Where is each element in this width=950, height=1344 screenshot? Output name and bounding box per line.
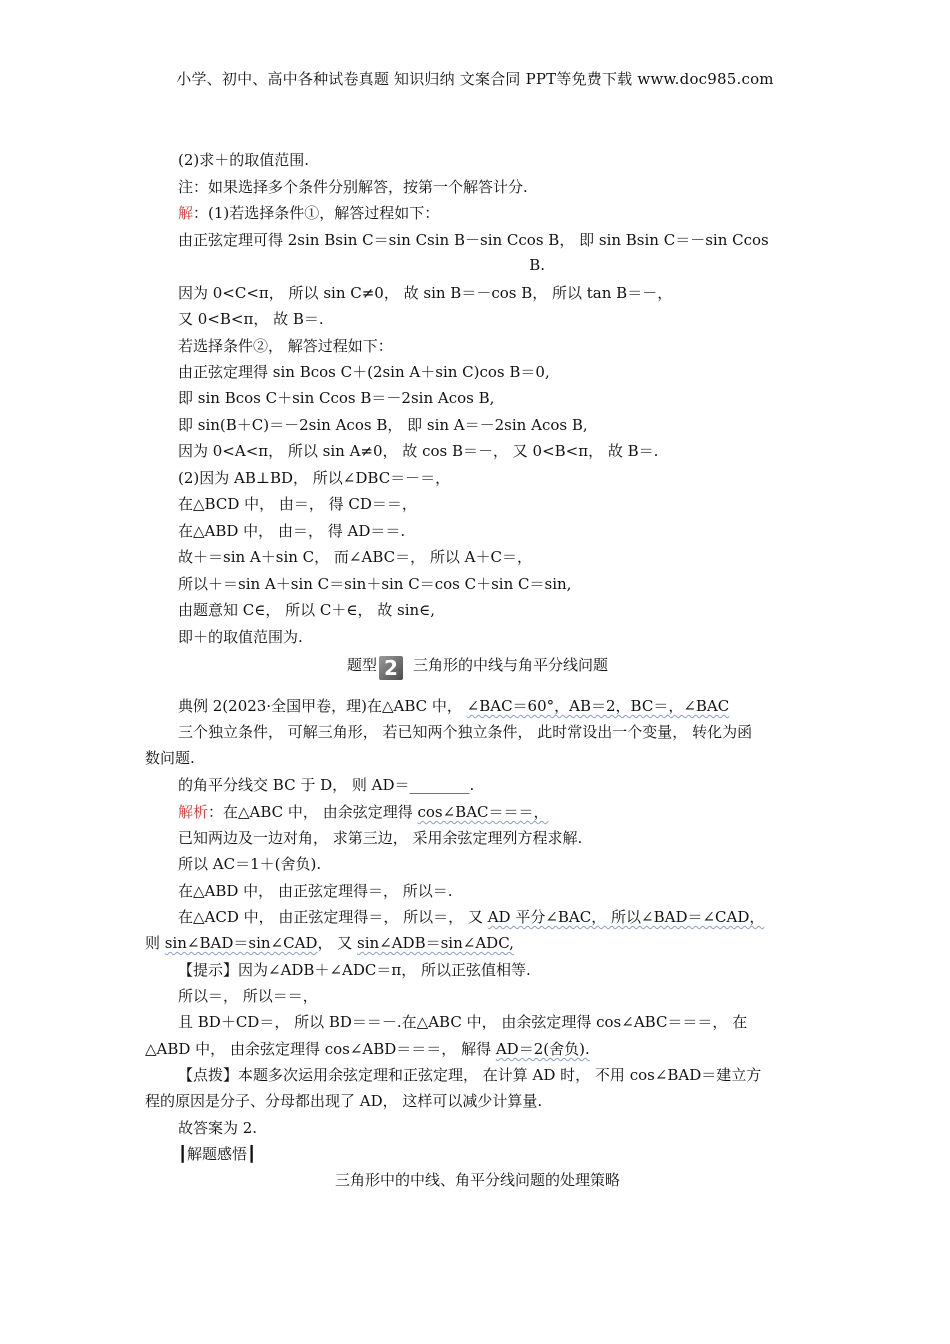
solution-line: B. bbox=[529, 256, 545, 274]
question-part-2: (2)求＋的取值范围. bbox=[178, 151, 310, 169]
example-lead: 典例 2(2023·全国甲卷，理)在△ABC 中， ∠BAC＝60°，AB＝2，BC＝，∠BAC bbox=[178, 697, 730, 715]
reflection-heading: ┃解题感悟┃ bbox=[178, 1145, 257, 1163]
solution-line: 由题意知 C∈， 所以 C＋∈， 故 sin∈, bbox=[178, 601, 436, 619]
solution-line: 故＋＝sin A＋sin C， 而∠ABC＝， 所以 A＋C＝， bbox=[178, 548, 532, 566]
example-note: 数问题. bbox=[145, 749, 195, 767]
analysis-line: 在△ABD 中， 由正弦定理得＝， 所以＝. bbox=[178, 882, 453, 900]
analysis-line: 在△ACD 中， 由正弦定理得＝， 所以＝， 又 AD 平分∠BAC， 所以∠BAD＝∠CAD， bbox=[178, 908, 765, 926]
analysis-line: 所以＝， 所以＝＝， bbox=[178, 987, 318, 1005]
grading-note: 注：如果选择多个条件分别解答，按第一个解答计分. bbox=[178, 178, 528, 196]
analysis-line: △ABD 中， 由余弦定理得 cos∠ABD＝＝＝， 解得 AD＝2(舍负). bbox=[145, 1040, 590, 1058]
solution-line: 在△BCD 中， 由＝， 得 CD＝＝， bbox=[178, 495, 417, 513]
analysis-line: 且 BD＋CD＝， 所以 BD＝＝－.在△ABC 中， 由余弦定理得 cos∠ABC＝＝＝， 在 bbox=[178, 1013, 748, 1031]
solution-line: 由正弦定理可得 2sin Bsin C＝sin Csin B－sin Ccos B， 即 sin Bsin C＝－sin Ccos bbox=[178, 231, 769, 249]
solution-line: 即＋的取值范围为. bbox=[178, 628, 303, 646]
example-question: 的角平分线交 BC 于 D， 则 AD＝________. bbox=[178, 776, 475, 794]
solution-line: 在△ABD 中， 由＝， 得 AD＝＝. bbox=[178, 522, 406, 540]
solution-line: 若选择条件②， 解答过程如下： bbox=[178, 337, 393, 355]
solution-line: 所以＋＝sin A＋sin C＝sin＋sin C＝cos C＋sin C＝sin, bbox=[178, 575, 572, 593]
solution-line: 因为 0<A<π， 所以 sin A≠0， 故 cos B＝－， 又 0<B<π， 故 B＝. bbox=[178, 442, 659, 460]
analysis-line: 则 sin∠BAD＝sin∠CAD， 又 sin∠ADB＝sin∠ADC, bbox=[145, 934, 514, 952]
analysis-label: 解析 bbox=[178, 803, 209, 821]
example-conditions: ∠BAC＝60°，AB＝2，BC＝，∠BAC bbox=[466, 697, 730, 715]
answer-line: 故答案为 2. bbox=[178, 1119, 258, 1137]
solution-line: 即 sin(B＋C)＝－2sin Acos B， 即 sin A＝－2sin Acos B, bbox=[178, 416, 588, 434]
tip-line: 【点拨】本题多次运用余弦定理和正弦定理， 在计算 AD 时， 不用 cos∠BAD＝建立方 bbox=[178, 1066, 762, 1084]
page-header: 小学、初中、高中各种试卷真题 知识归纳 文案合同 PPT等免费下载 www.doc985.com bbox=[176, 70, 774, 88]
tip-line: 程的原因是分子、分母都出现了 AD， 这样可以减少计算量. bbox=[145, 1092, 543, 1110]
section-number-badge: 2 bbox=[379, 656, 403, 680]
strategy-heading: 三角形中的中线、角平分线问题的处理策略 bbox=[334, 1171, 620, 1189]
example-note: 三个独立条件， 可解三角形， 若已知两个独立条件， 此时常设出一个变量， 转化为函 bbox=[178, 723, 753, 741]
analysis-line: 解析：在△ABC 中， 由余弦定理得 cos∠BAC＝＝＝， bbox=[178, 803, 549, 821]
solution-line: 又 0<B<π， 故 B＝. bbox=[178, 310, 324, 328]
analysis-line: 所以 AC＝1＋(舍负). bbox=[178, 855, 322, 873]
section-prefix: 题型 bbox=[346, 656, 377, 674]
solution-line: 由正弦定理得 sin Bcos C＋(2sin A＋sin C)cos B＝0, bbox=[178, 363, 550, 381]
solution-intro: 解：(1)若选择条件①，解答过程如下： bbox=[178, 204, 440, 222]
section-heading bbox=[145, 654, 810, 680]
analysis-line: 已知两边及一边对角， 求第三边， 采用余弦定理列方程求解. bbox=[178, 829, 583, 847]
solution-line: 即 sin Bcos C＋sin Ccos B＝－2sin Acos B, bbox=[178, 389, 495, 407]
solution-label: 解 bbox=[178, 204, 194, 222]
section-title: 三角形的中线与角平分线问题 bbox=[413, 656, 609, 674]
solution-line: (2)因为 AB⊥BD， 所以∠DBC＝－＝， bbox=[178, 469, 451, 487]
solution-line: 因为 0<C<π， 所以 sin C≠0， 故 sin B＝－cos B， 所以 tan B＝－， bbox=[178, 284, 673, 302]
hint-line: 【提示】因为∠ADB＋∠ADC＝π， 所以正弦值相等. bbox=[178, 961, 531, 979]
